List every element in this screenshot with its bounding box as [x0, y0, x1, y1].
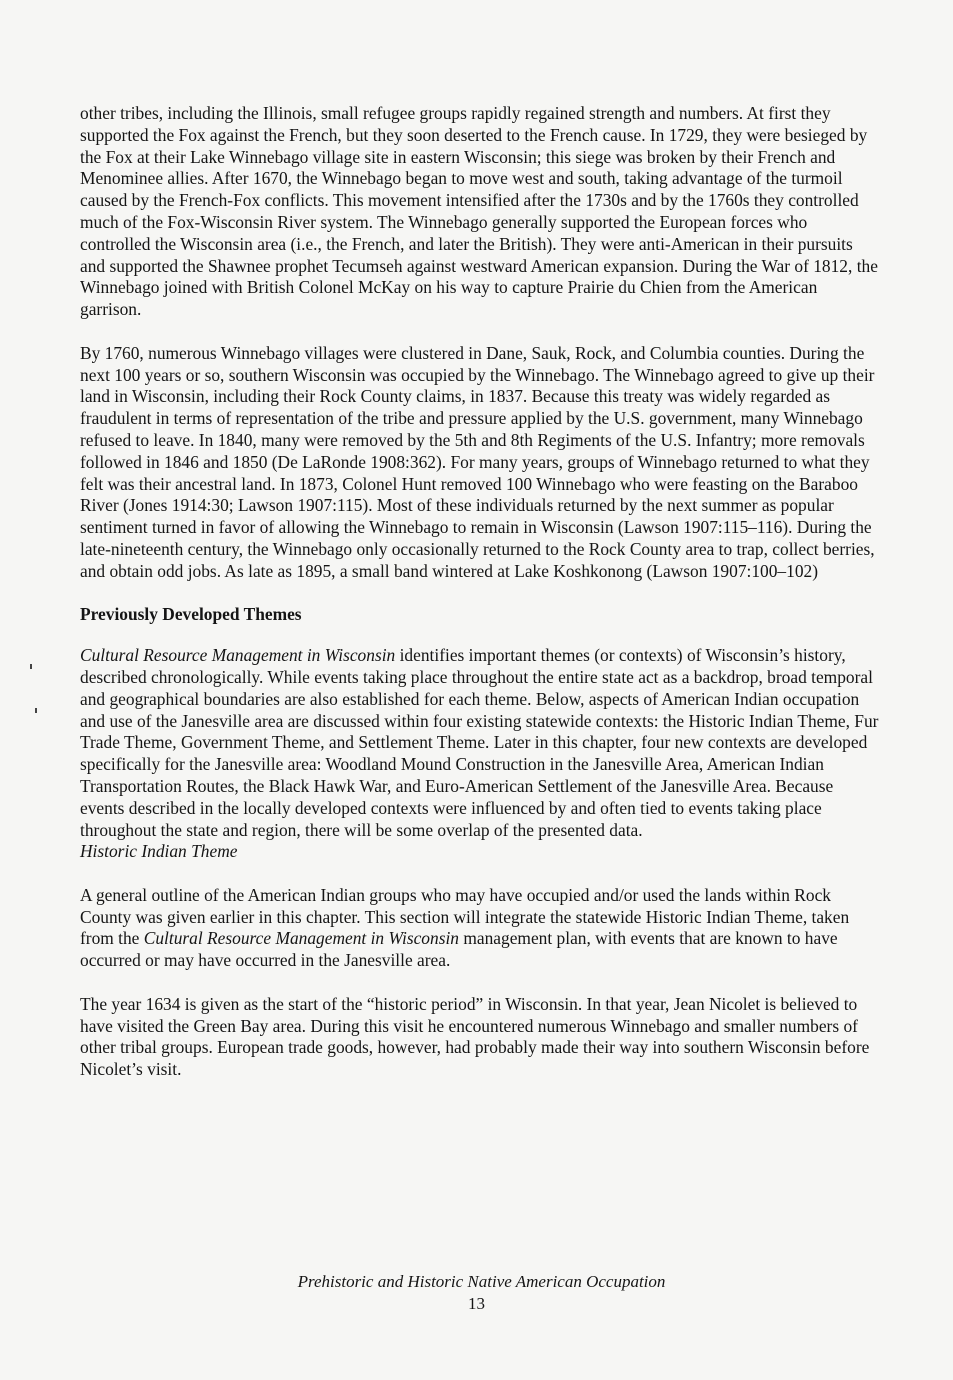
subsection-heading: Historic Indian Theme — [80, 841, 238, 862]
paragraph-outline — [80, 885, 880, 972]
page-footer — [0, 1271, 953, 1315]
document-body — [80, 103, 880, 1103]
paragraph-winnebago-removal: By 1760, numerous Winnebago villages were clustered in Dane, Sauk, Rock, and Columbia counties. During the next 100 years or so, southern Wisconsin was occupied by the Winnebago. The Winnebago agreed to give up their land in Wisconsin, including their Rock County claims, in 1837. Because this treaty was widely regarded as fraudulent in terms of representation of the tribe and pressure applied by the U.S. government, many Winnebago refused to leave. In 1840, many were removed by the 5th and 8th Regiments of the U.S. Infantry; more removals followed in 1846 and 1850 (De LaRonde 1908:362). For many years, groups of Winnebago returned to what they felt was their ancestral land. In 1873, Colonel Hunt removed 100 Winnebago who were feasting on the Baraboo River (Jones 1914:30; Lawson 1907:115). Most of these individuals returned by the next summer as popular sentiment turned in favor of allowing the Winnebago to remain in Wisconsin (Lawson 1907:115–116). During the late-nineteenth century, the Winnebago only occasionally returned to the Rock County area to trap, collect berries, and obtain odd jobs. As late as 1895, a small band wintered at Lake Koshkonong (Lawson 1907:100–102) — [80, 342, 875, 581]
paragraph-themes-text: identifies important themes (or contexts) of Wisconsin’s history, described chronologically. While events taking place throughout the entire state act as a backdrop, broad temporal and geographical boundaries are also established for each theme. Below, aspects of American Indian occupation and use of the Janesville area are discussed within four existing statewide contexts: the Historic Indian Theme, Fur Trade Theme, Government Theme, and Settlement Theme. Later in this chapter, four new contexts are developed specifically for the Janesville area: Woodland Mound Construction in the Janesville Area, American Indian Transportation Routes, the Black Hawk War, and Euro-American Settlement of the Janesville Area. Because events described in the locally developed contexts were influenced by and often tied to events taking place throughout the state and region, there will be some overlap of the presented data. — [80, 645, 879, 840]
paragraph-winnebago-history: other tribes, including the Illinois, small refugee groups rapidly regained strength and numbers. At first they supported the Fox against the French, but they soon deserted to the French cause. In 1729, they were besieged by the Fox at their Lake Winnebago village site in eastern Wisconsin; this siege was broken by their French and Menominee allies. After 1670, the Winnebago began to move west and south, taking advantage of the turmoil caused by the French-Fox conflicts. This movement intensified after the 1730s and by the 1760s they controlled much of the Fox-Wisconsin River system. The Winnebago generally supported the European forces who controlled the Wisconsin area (i.e., the French, and later the British). They were anti-American in their pursuits and supported the Shawnee prophet Tecumseh against westward American expansion. During the War of 1812, the Winnebago joined with British Colonel McKay on his way to capture Prairie du Chien from the American garrison. — [80, 103, 878, 320]
paragraph-outline-text-end: management plan, with events that are known to have occurred or may have occurred in the Janesville area. — [80, 928, 838, 971]
page-number: 13 — [468, 1294, 485, 1313]
paragraph-outline-text-start: A general outline of the American Indian groups who may have occupied and/or used the lands within Rock County was given earlier in this chapter. This section will integrate the statewide Historic Indian Theme, taken from the — [80, 884, 850, 949]
margin-mark — [35, 708, 37, 713]
margin-mark — [30, 664, 32, 669]
document-title-reference: Cultural Resource Management in Wisconsin — [80, 645, 396, 666]
paragraph-themes — [80, 645, 880, 841]
document-title-reference: Cultural Resource Management in Wisconsin — [143, 928, 459, 949]
footer-chapter-title: Prehistoric and Historic Native American Occupation — [297, 1272, 666, 1291]
paragraph-historic-period: The year 1634 is given as the start of the “historic period” in Wisconsin. In that year, Jean Nicolet is believed to have visited the Green Bay area. During this visit he encountered numerous Winnebago and smaller numbers of other tribal groups. European trade goods, however, had probably made their way into southern Wisconsin before Nicolet’s visit. — [80, 993, 870, 1080]
section-heading: Previously Developed Themes — [80, 604, 302, 625]
